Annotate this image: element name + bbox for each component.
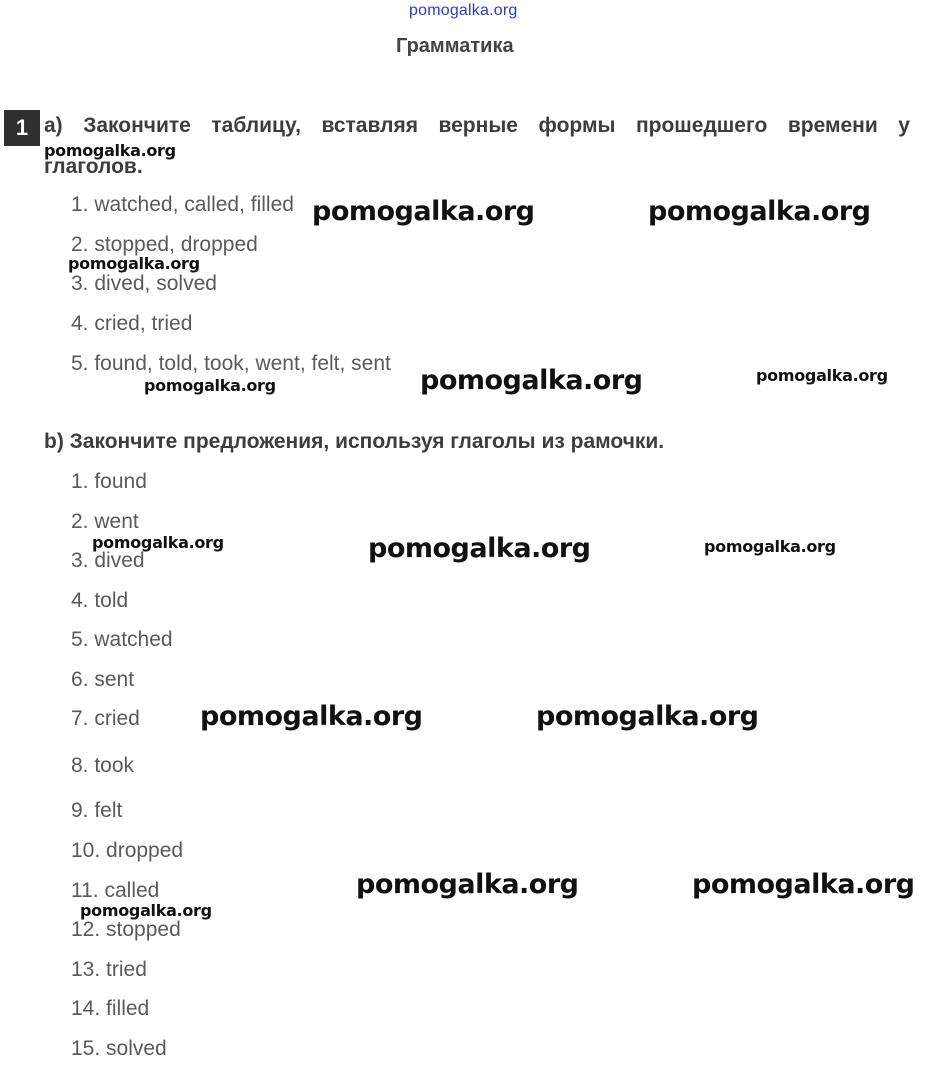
task-a-answer: 2. stopped, dropped [71,233,258,256]
task-b-answer: 14. filled [71,997,150,1020]
watermark: pomogalka.org [420,365,643,396]
task-b-answer: 9. felt [71,799,123,822]
task-a-heading: a) Закончите таблицу, вставляя верные формы прошедшего времени у [44,114,910,137]
watermark: pomogalka.org [144,376,276,395]
task-b-answer: 4. told [71,589,129,612]
task-a-heading-continuation: глаголов. [44,155,143,178]
task-a-answer: 4. cried, tried [71,312,193,335]
task-b-answer: 15. solved [71,1037,167,1060]
task-a-answer: 1. watched, called, filled [71,193,294,216]
page-title: Грамматика [396,35,514,57]
exercise-number-badge: 1 [4,110,40,146]
watermark: pomogalka.org [68,254,200,273]
task-b-answer: 3. dived [71,549,145,572]
task-a-answer: 3. dived, solved [71,272,217,295]
task-b-answer: 12. stopped [71,918,181,941]
task-a-answer: 5. found, told, took, went, felt, sent [71,352,391,375]
task-b-answer: 1. found [71,470,147,493]
site-logo: pomogalka.org [409,2,518,19]
task-b-answer: 10. dropped [71,839,184,862]
task-b-heading: b) Закончите предложения, используя глаголы из рамочки. [44,430,665,453]
task-b-answer: 7. cried [71,707,140,730]
watermark: pomogalka.org [44,141,176,160]
task-b-answer: 6. sent [71,668,135,691]
watermark: pomogalka.org [756,366,888,385]
task-b-answer: 8. took [71,754,135,777]
task-b-answer: 5. watched [71,628,173,651]
watermark: pomogalka.org [648,196,871,227]
watermark: pomogalka.org [704,537,836,556]
task-b-answer: 2. went [71,510,139,533]
task-b-answer: 11. called [71,879,160,902]
watermark: pomogalka.org [312,196,535,227]
watermark: pomogalka.org [536,701,759,732]
watermark: pomogalka.org [92,533,224,552]
watermark: pomogalka.org [356,869,579,900]
watermark: pomogalka.org [692,869,915,900]
watermark: pomogalka.org [368,533,591,564]
watermark: pomogalka.org [80,901,212,920]
watermark: pomogalka.org [200,701,423,732]
task-b-answer: 13. tried [71,958,147,981]
